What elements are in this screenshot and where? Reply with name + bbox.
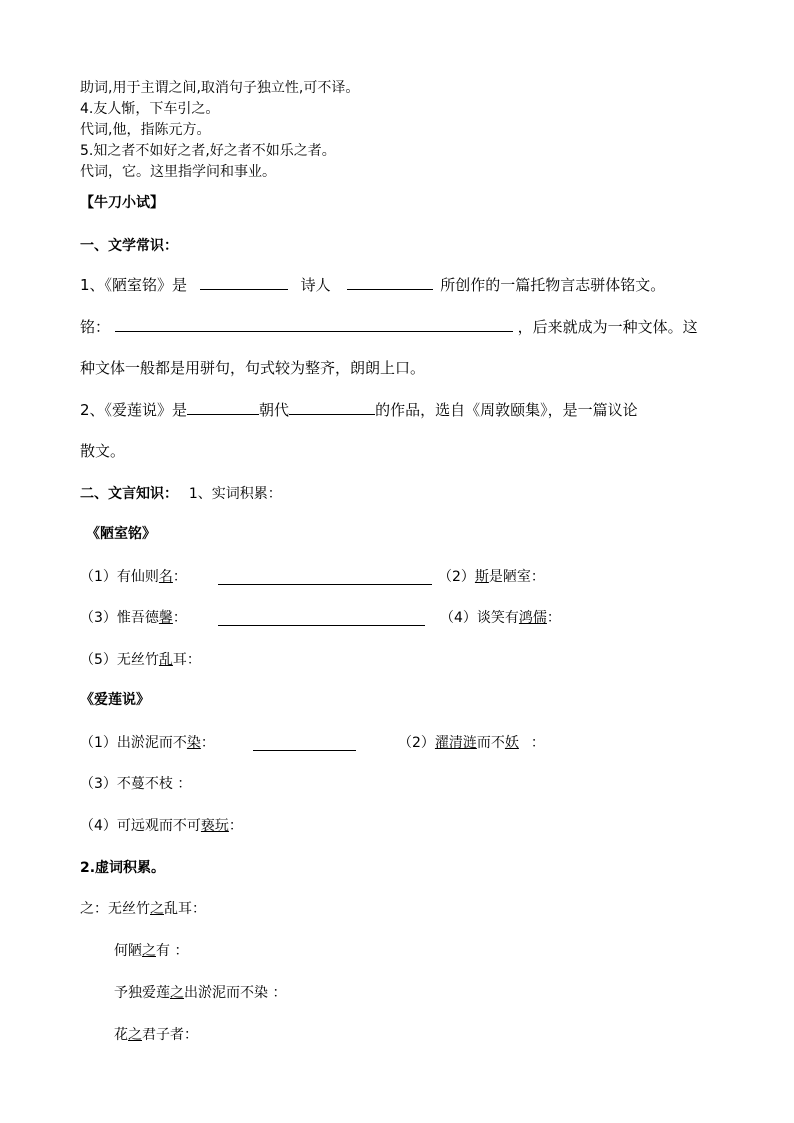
- als-item-3: （3）不蔓不枝 ：: [80, 776, 192, 792]
- answer-blank[interactable]: [289, 400, 375, 415]
- answer-blank[interactable]: [200, 275, 288, 290]
- zhi-item-2: 何陋之有 ：: [114, 943, 189, 959]
- answer-blank[interactable]: [218, 570, 432, 585]
- lsm-item-5: （5）无丝竹乱耳：: [80, 652, 201, 668]
- section-3-title: 2.虚词积累。: [80, 860, 166, 876]
- question-2-line-1: 2、《爱莲说》是 朝代 的作品，选自《周敦颐集》，是一篇议论: [80, 401, 638, 419]
- als-item-2: （2）濯清涟而不妖 ：: [398, 735, 545, 751]
- lsm-item-3: （3）惟吾德馨：: [80, 610, 187, 626]
- answer-blank[interactable]: [115, 317, 513, 332]
- section-1-title: 一、文学常识：: [80, 238, 178, 254]
- answer-blank[interactable]: [187, 400, 259, 415]
- lsm-item-2: （2）斯是陋室：: [438, 569, 545, 585]
- section-2-title: 二、文言知识： 1、实词积累：: [80, 486, 282, 502]
- note-line-1: 助词,用于主谓之间,取消句子独立性,可不译。: [80, 80, 360, 96]
- question-1-line-2: 铭： ，后来就成为一种文体。这: [80, 318, 698, 336]
- answer-blank[interactable]: [253, 736, 356, 751]
- lsm-item-4: （4）谈笑有鸿儒：: [440, 610, 561, 626]
- als-item-1: （1）出淤泥而不染：: [80, 735, 215, 751]
- note-line-5: 代词，它。这里指学问和事业。: [80, 164, 276, 180]
- section-heading-test: 【牛刀小试】: [80, 195, 164, 211]
- question-2-line-2: 散文。: [80, 442, 126, 460]
- als-heading: 《爱莲说》: [80, 692, 150, 708]
- answer-blank[interactable]: [218, 611, 425, 626]
- als-item-4: （4）可远观而不可亵玩：: [80, 818, 243, 834]
- zhi-item-1: 之：无丝竹之乱耳：: [80, 901, 206, 917]
- question-1-line-3: 种文体一般都是用骈句，句式较为整齐，朗朗上口。: [80, 359, 426, 377]
- lsm-heading: 《陋室铭》: [86, 526, 156, 542]
- lsm-item-1: （1）有仙则名：: [80, 569, 187, 585]
- note-line-3: 代词,他，指陈元方。: [80, 122, 211, 138]
- answer-blank[interactable]: [347, 275, 433, 290]
- zhi-item-3: 予独爱莲之出淤泥而不染 ：: [114, 985, 287, 1001]
- question-1-line-1: 1、《陋室铭》是 诗人 所创作的一篇托物言志骈体铭文。: [80, 276, 666, 294]
- note-line-4: 5.知之者不如好之者,好之者不如乐之者。: [80, 143, 336, 159]
- zhi-item-4: 花之君子者：: [114, 1027, 198, 1043]
- note-line-2: 4.友人惭，下车引之。: [80, 101, 220, 117]
